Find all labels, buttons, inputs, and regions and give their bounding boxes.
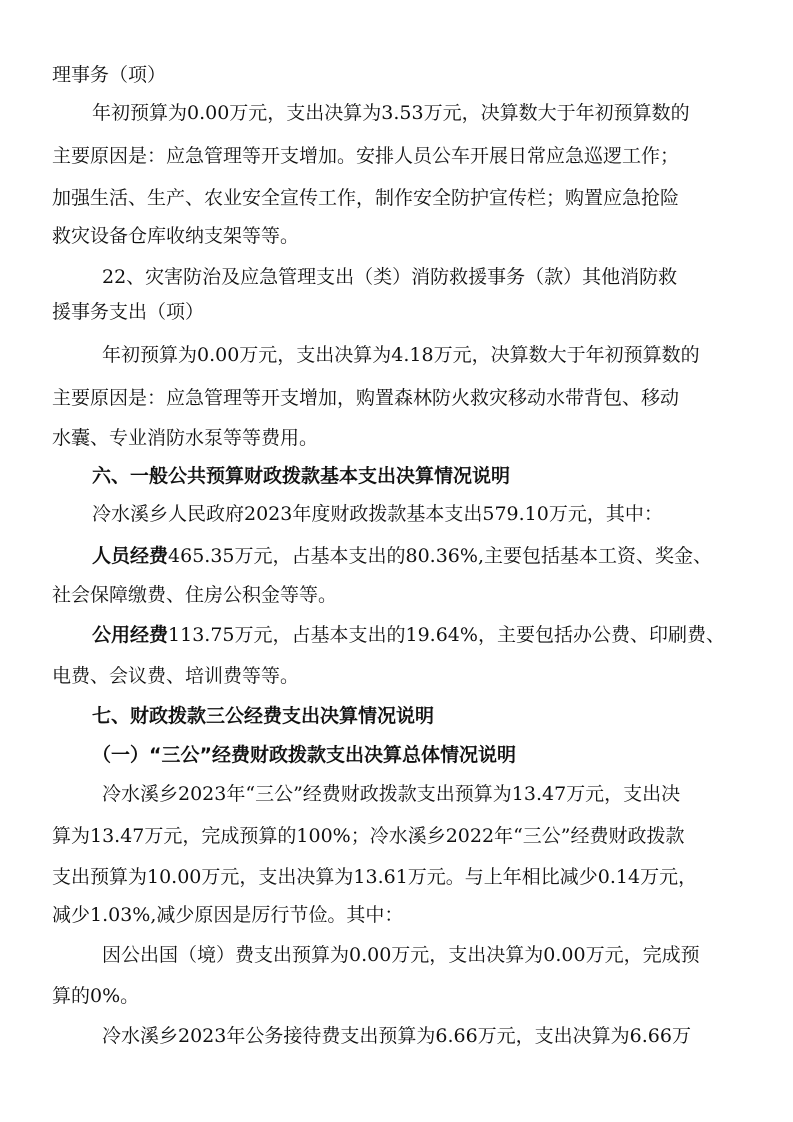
text-line: 冷水溪乡人民政府2023年度财政拨款基本支出579.10万元，其中： [92, 503, 663, 525]
text-line: 社会保障缴费、住房公积金等等。 [52, 584, 338, 606]
text-line: 支出预算为10.00万元，支出决算为13.61万元。与上年相比减少0.14万元， [52, 866, 698, 888]
text-line: 水囊、专业消防水泵等等费用。 [52, 427, 319, 449]
text-line: 加强生活、生产、农业安全宣传工作，制作安全防护宣传栏；购置应急抢险 [52, 187, 680, 209]
text-line: 公用经费113.75万元，占基本支出的19.64%，主要包括办公费、印刷费、 [92, 624, 725, 646]
text-line: 算为13.47万元，完成预算的100%；冷水溪乡2022年“三公”经费财政拨款 [52, 825, 685, 847]
text-line: 算的0%。 [52, 985, 140, 1007]
section-heading-6: 六、一般公共预算财政拨款基本支出决算情况说明 [92, 465, 511, 487]
text-line: 援事务支出（项） [52, 301, 205, 323]
text-line: 电费、会议费、培训费等等。 [52, 665, 300, 687]
text-line: 年初预算为0.00万元，支出决算为4.18万元，决算数大于年初预算数的 [102, 344, 700, 366]
text-line: 人员经费465.35万元，占基本支出的80.36%,主要包括基本工资、奖金、 [92, 545, 712, 567]
section-heading: 22、灾害防治及应急管理支出（类）消防救援事务（款）其他消防救 [102, 266, 678, 288]
text-line: 理事务（项） [52, 64, 167, 86]
section-heading-7: 七、财政拨款三公经费支出决算情况说明 [92, 705, 435, 727]
bold-term: 人员经费 [92, 545, 169, 567]
text-line: 主要原因是：应急管理等开支增加。安排人员公车开展日常应急巡逻工作； [52, 145, 680, 167]
bold-term: 公用经费 [92, 624, 169, 646]
text-line: 冷水溪乡2023年公务接待费支出预算为6.66万元，支出决算为6.66万 [102, 1025, 691, 1047]
text-line: 因公出国（境）费支出预算为0.00万元，支出决算为0.00万元，完成预 [102, 944, 700, 966]
text-line: 减少1.03%,减少原因是厉行节俭。其中： [52, 904, 404, 926]
text-line: 年初预算为0.00万元，支出决算为3.53万元，决算数大于年初预算数的 [92, 102, 690, 124]
text-line: 主要原因是：应急管理等开支增加，购置森林防火救灾移动水带背包、移动 [52, 387, 680, 409]
text-line: 救灾设备仓库收纳支架等等。 [52, 225, 300, 247]
text-line: 冷水溪乡2023年“三公”经费财政拨款支出预算为13.47万元，支出决 [102, 783, 681, 805]
subsection-heading: （一）“三公”经费财政拨款支出决算总体情况说明 [92, 744, 516, 766]
